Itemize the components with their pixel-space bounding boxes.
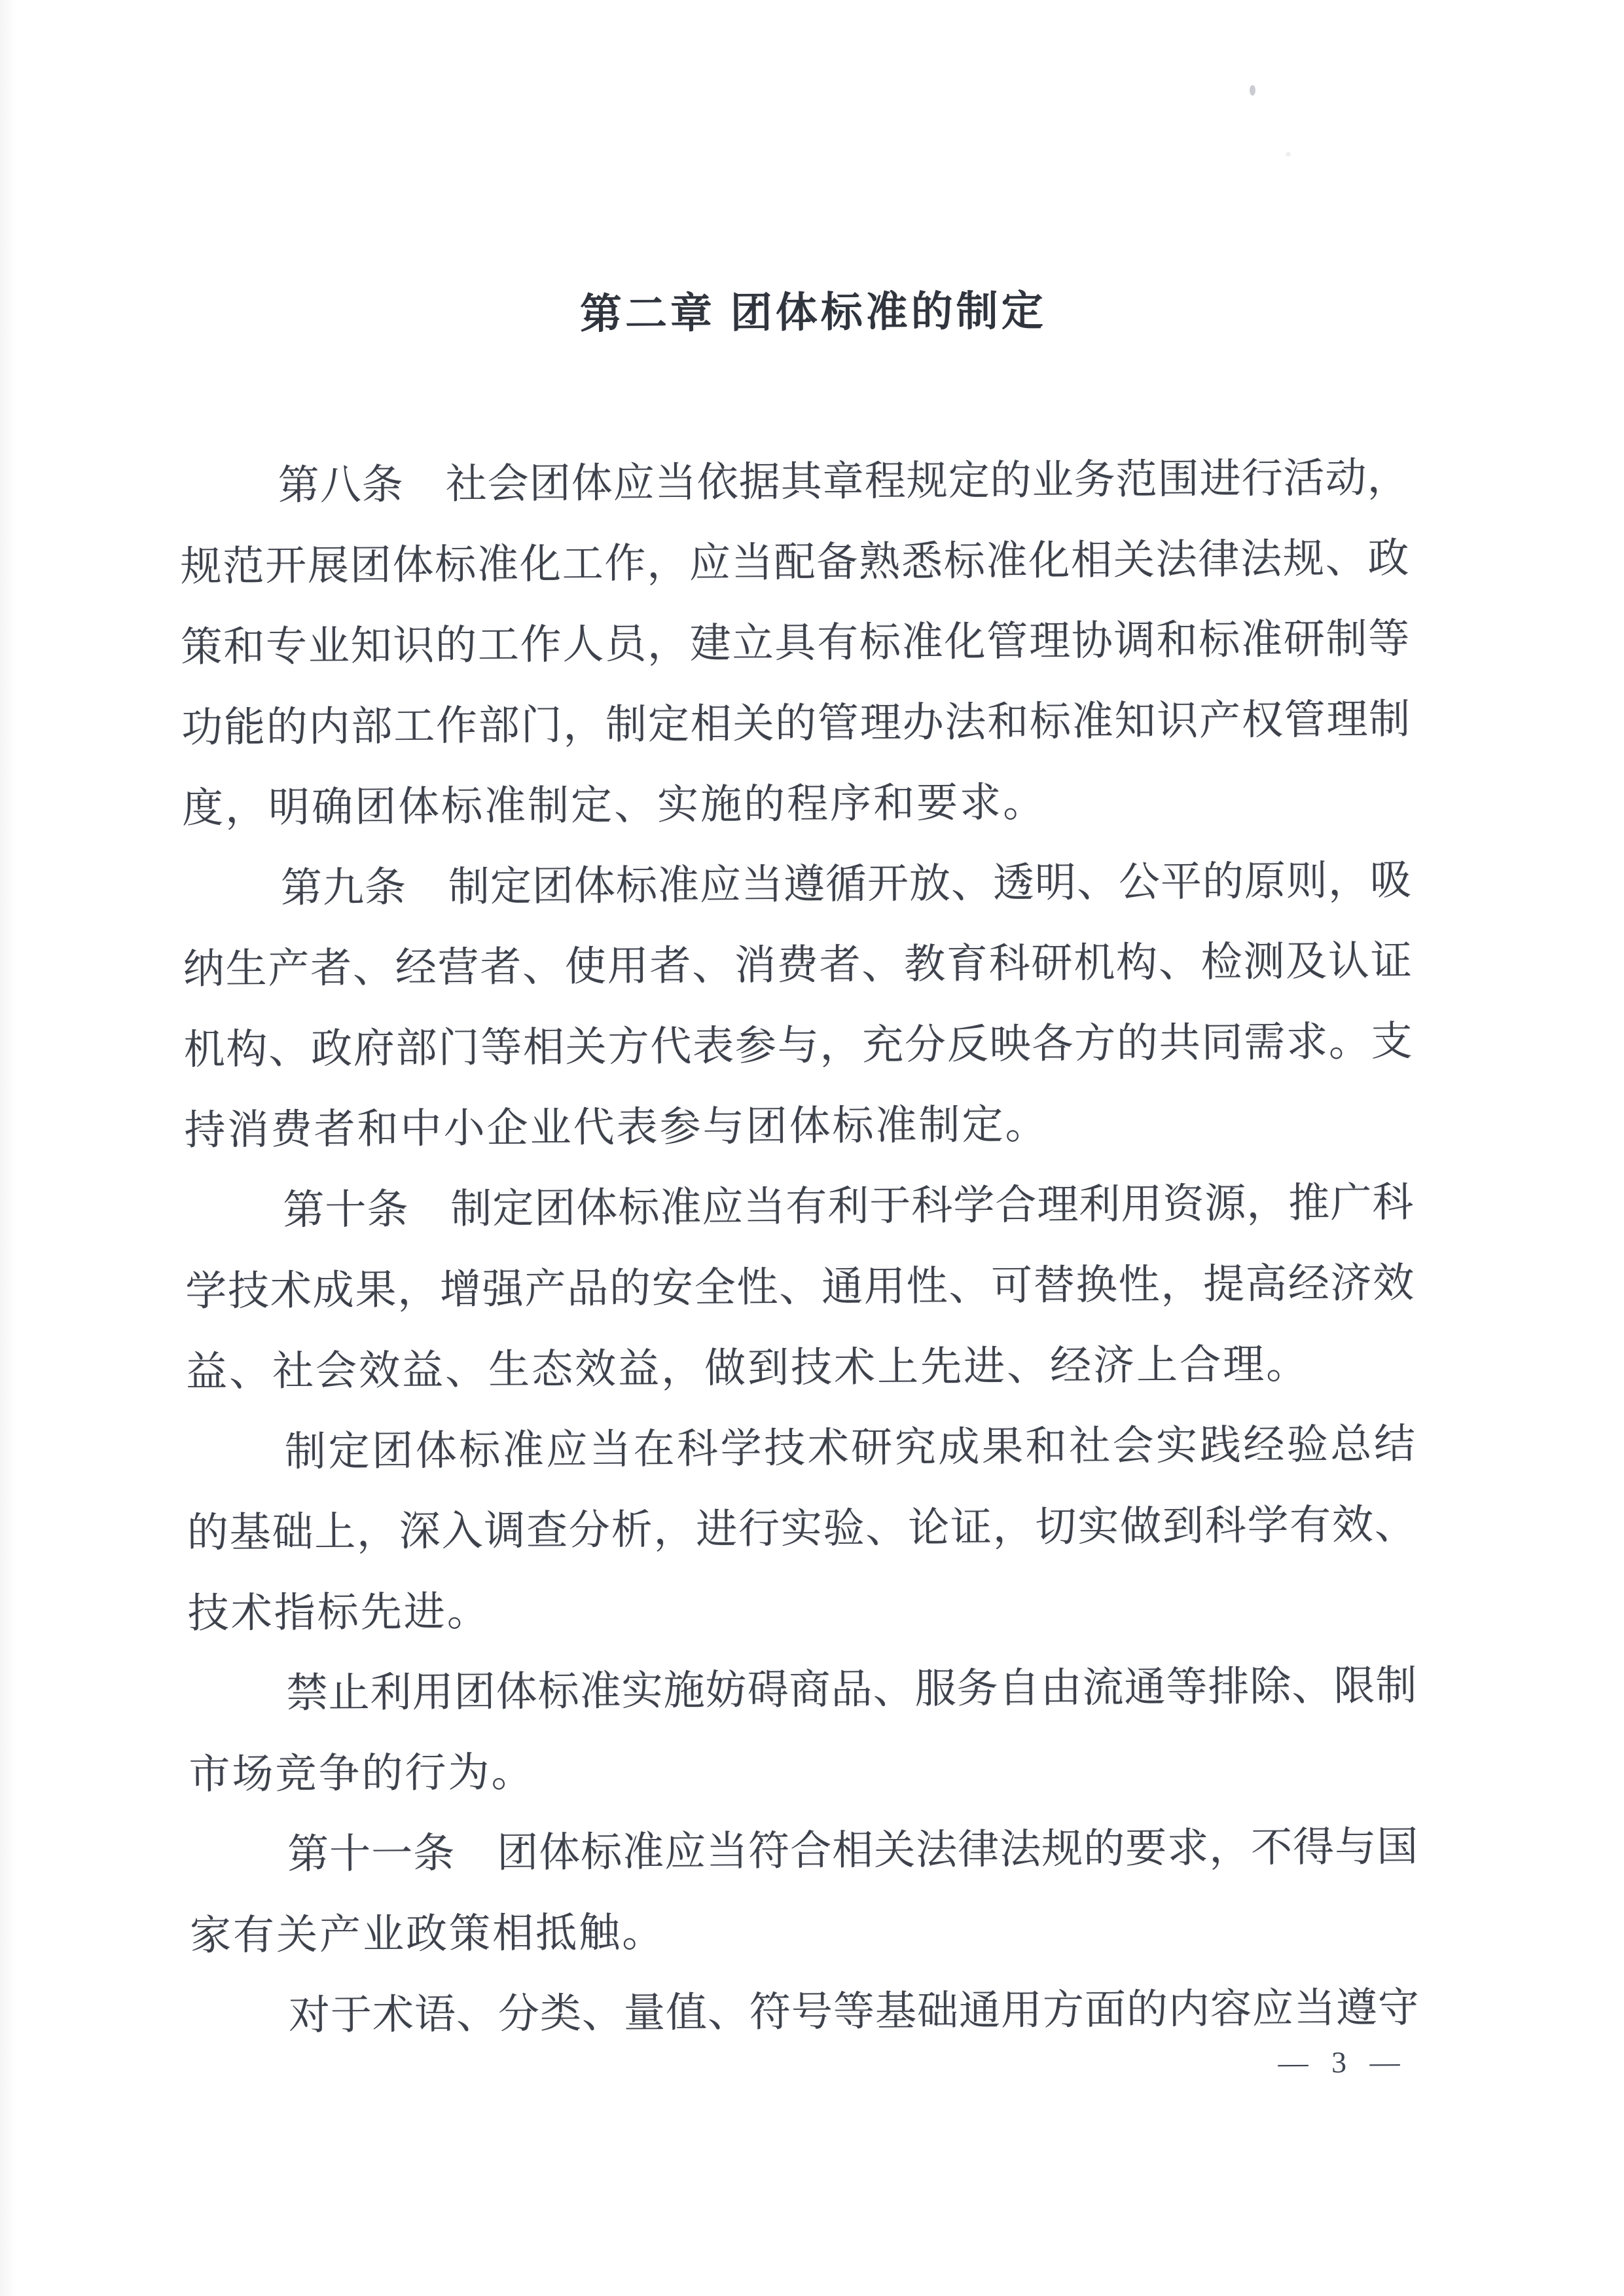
body-line: 第九条 制定团体标准应当遵循开放、透明、公平的原则，吸 — [280, 857, 1412, 911]
scan-artifact-speck — [1250, 85, 1255, 96]
body-line: 技术指标先进。 — [187, 1588, 490, 1637]
body-line: 第八条 社会团体应当依据其章程规定的业务范围进行活动， — [278, 454, 1409, 509]
body-line: 第十条 制定团体标准应当有利于科学合理利用资源，推广科 — [283, 1179, 1414, 1233]
body-line: 学技术成果，增强产品的安全性、通用性、可替换性，提高经济效 — [185, 1260, 1415, 1315]
body-line: 策和专业知识的工作人员，建立具有标准化管理协调和标准研制等 — [181, 615, 1410, 670]
body-line: 规范开展团体标准化工作，应当配备熟悉标准化相关法律法规、政 — [180, 535, 1409, 590]
body-line: 持消费者和中小企业代表参与团体标准制定。 — [184, 1101, 1049, 1154]
body-line: 度，明确团体标准制定、实施的程序和要求。 — [181, 779, 1047, 831]
body-line: 的基础上，深入调查分析，进行实验、论证，切实做到科学有效、 — [187, 1501, 1416, 1556]
body-line: 制定团体标准应当在科学技术研究成果和社会实践经验总结 — [284, 1421, 1416, 1475]
body-line: 纳生产者、经营者、使用者、消费者、教育科研机构、检测及认证 — [183, 938, 1413, 993]
body-text — [179, 438, 1419, 2057]
body-line: 市场竞争的行为。 — [189, 1749, 535, 1798]
body-line: 禁止利用团体标准实施妨碍商品、服务自由流通等排除、限制 — [286, 1662, 1417, 1717]
body-line: 第十一条 团体标准应当符合相关法律法规的要求，不得与国 — [287, 1823, 1418, 1878]
body-line: 机构、政府部门等相关方代表参与，充分反映各方的共同需求。支 — [183, 1018, 1413, 1073]
scan-artifact-speck — [1286, 152, 1291, 156]
body-line: 家有关产业政策相抵触。 — [189, 1909, 666, 1959]
page-number: — 3 — — [1278, 2045, 1408, 2080]
body-line: 功能的内部工作部门，制定相关的管理办法和标准知识产权管理制 — [181, 696, 1411, 751]
body-line: 益、社会效益、生态效益，做到技术上先进、经济上合理。 — [185, 1341, 1310, 1395]
body-line: 对于术语、分类、量值、符号等基础通用方面的内容应当遵守 — [288, 1984, 1420, 2039]
chapter-title: 第二章 团体标准的制定 — [579, 287, 1047, 338]
